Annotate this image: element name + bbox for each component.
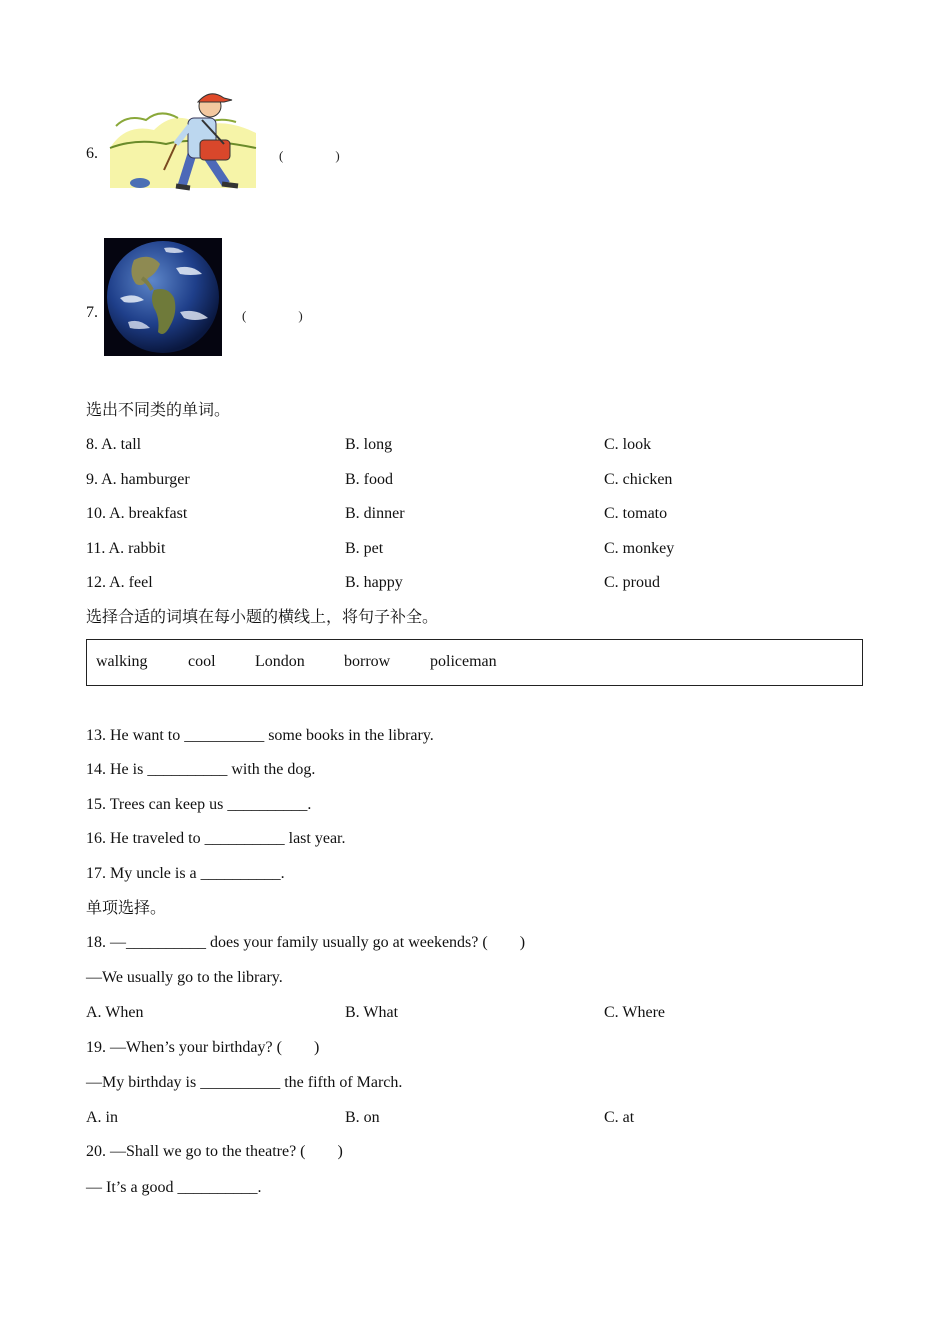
question-18-reply: —We usually go to the library.: [86, 969, 283, 986]
word-bank-item: borrow: [344, 653, 391, 670]
section-heading-odd-one-out: 选出不同类的单词。: [86, 402, 231, 419]
option-b: B. long: [345, 436, 393, 453]
question-19-option-b: B. on: [345, 1109, 380, 1126]
question-number: 11.: [86, 540, 106, 557]
word-bank-box: [86, 639, 863, 686]
list-item: 14. He is __________ with the dog.: [86, 761, 316, 778]
question-7-answer-parentheses: ( ): [242, 308, 303, 323]
question-number: 8.: [86, 436, 98, 453]
list-item: 15. Trees can keep us __________.: [86, 796, 312, 813]
question-number: 9.: [86, 471, 98, 488]
question-6-answer-parentheses: ( ): [279, 148, 340, 163]
question-19-reply: —My birthday is __________ the fifth of March.: [86, 1074, 403, 1091]
option-c: C. chicken: [604, 471, 673, 488]
option-b: B. dinner: [345, 505, 405, 522]
option-c: C. look: [604, 436, 652, 453]
word-bank-item: London: [255, 653, 305, 670]
option-a: A. tall: [101, 436, 142, 453]
question-number: 12.: [86, 574, 106, 591]
word-bank-item: cool: [188, 653, 216, 670]
question-7-number: 7.: [86, 304, 98, 321]
question-19-option-a: A. in: [86, 1109, 118, 1126]
option-c: C. proud: [604, 574, 660, 591]
question-6-number: 6.: [86, 145, 98, 162]
option-a: A. hamburger: [101, 471, 190, 488]
question-19-stem: 19. —When’s your birthday? ( ): [86, 1039, 320, 1056]
option-c: C. monkey: [604, 540, 675, 557]
section-heading-fill-in: 选择合适的词填在每小题的横线上，将句子补全。: [86, 609, 439, 626]
section-heading-single-choice: 单项选择。: [86, 900, 167, 917]
earth-picture: [104, 238, 222, 356]
question-20-reply: — It’s a good __________.: [86, 1179, 262, 1196]
boy-walking-picture: [106, 88, 262, 196]
option-a: A. rabbit: [108, 540, 166, 557]
word-bank-item: policeman: [430, 653, 497, 670]
question-18-option-b: B. What: [345, 1004, 399, 1021]
option-a: A. feel: [109, 574, 153, 591]
question-19-option-c: C. at: [604, 1109, 635, 1126]
question-18-option-a: A. When: [86, 1004, 144, 1021]
option-c: C. tomato: [604, 505, 668, 522]
question-18-option-c: C. Where: [604, 1004, 666, 1021]
option-b: B. food: [345, 471, 393, 488]
question-number: 10.: [86, 505, 106, 522]
question-18-stem: 18. —__________ does your family usually go at weekends? ( ): [86, 934, 526, 951]
question-20-stem: 20. —Shall we go to the theatre? ( ): [86, 1143, 343, 1160]
list-item: 17. My uncle is a __________.: [86, 865, 285, 882]
option-a: A. breakfast: [109, 505, 188, 522]
list-item: 13. He want to __________ some books in the library.: [86, 727, 434, 744]
list-item: 16. He traveled to __________ last year.: [86, 830, 346, 847]
option-b: B. pet: [345, 540, 384, 557]
word-bank-item: walking: [96, 653, 148, 670]
option-b: B. happy: [345, 574, 403, 591]
